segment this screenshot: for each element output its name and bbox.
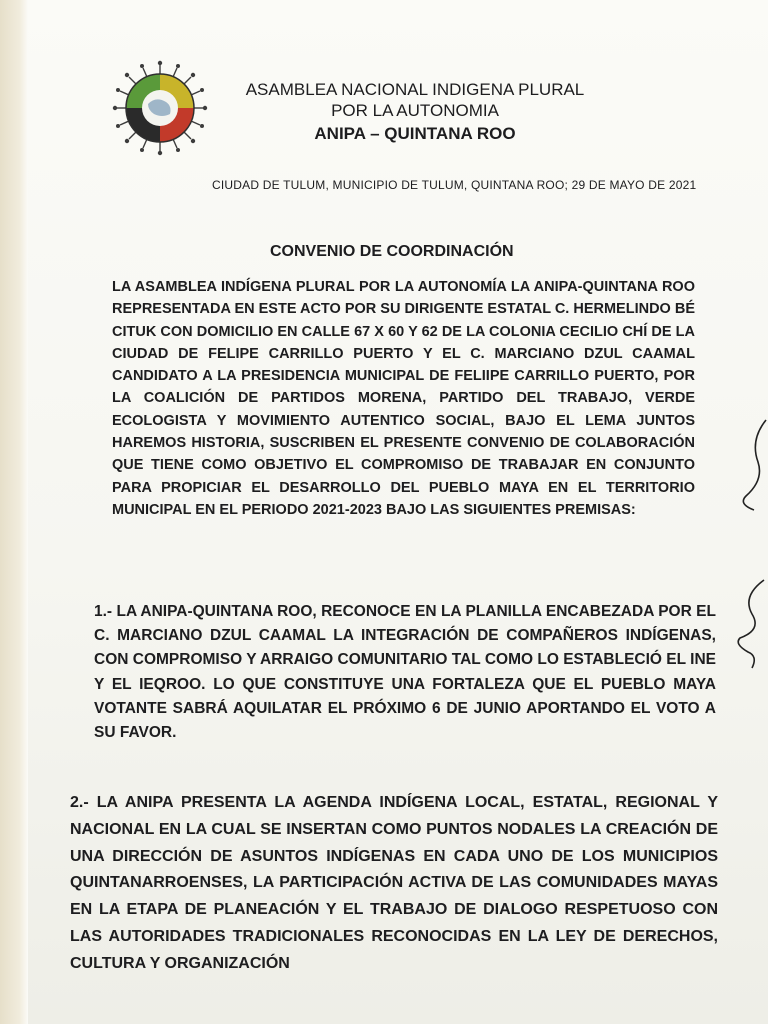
premise-2: 2.- LA ANIPA PRESENTA LA AGENDA INDÍGENA LOCAL, ESTATAL, REGIONAL Y NACIONAL EN LA CUAL SE INSERTAN COMO PUNTOS NODALES LA CREACIÓN DE UNA DIRECCIÓN DE ASUNTOS INDÍGENAS EN CADA UNO DE LOS MUNICIPIOS QUINTANARROENSES, LA PARTICIPACIÓN ACTIVA DE LAS COMUNIDADES MAYAS EN LA ETAPA DE PLANEACIÓN Y EL TRABAJO DE DIALOGO RESPETUOSO CON LAS AUTORIDADES TRADICIONALES RECONOCIDAS EN LA LEY DE DERECHOS, CULTURA Y ORGANIZACIÓN <box>70 794 718 972</box>
document-title: CONVENIO DE COORDINACIÓN <box>270 243 514 260</box>
paper-edge <box>0 0 28 1024</box>
place-and-date: CIUDAD DE TULUM, MUNICIPIO DE TULUM, QUINTANA ROO; 29 DE MAYO DE 2021 <box>212 178 697 192</box>
intro-paragraph: LA ASAMBLEA INDÍGENA PLURAL POR LA AUTONOMÍA LA ANIPA-QUINTANA ROO REPRESENTADA EN ESTE ACTO POR SU DIRIGENTE ESTATAL C. HERMELINDO BÉ CITUK CON DOMICILIO EN CALLE 67 X 60 Y 62 DE LA COLONIA CECILIO CHÍ DE LA CIUDAD DE FELIPE CARRILLO PUERTO Y EL C. MARCIANO DZUL CAAMAL CANDIDATO A LA PRESIDENCIA MUNICIPAL DE FELIIPE CARRILLO PUERTO, POR LA COALICIÓN DE PARTIDOS MORENA, PARTIDO DEL TRABAJO, VERDE ECOLOGISTA Y MOVIMIENTO AUTENTICO SOCIAL, BAJO EL LEMA JUNTOS HAREMOS HISTORIA, SUSCRIBEN EL PRESENTE CONVENIO DE COLABORACIÓN QUE TIENE COMO OBJETIVO EL COMPROMISO DE TRABAJAR EN CONJUNTO PARA PROPICIAR EL DESARROLLO DEL PUEBLO MAYA EN EL TERRITORIO MUNICIPAL EN EL PERIODO 2021-2023 BAJO LAS SIGUIENTES PREMISAS: <box>112 279 696 518</box>
org-name-line1: ASAMBLEA NACIONAL INDIGENA PLURAL <box>245 80 585 99</box>
org-chapter: ANIPA – QUINTANA ROO <box>314 124 516 143</box>
handwritten-signature <box>728 400 768 690</box>
premise-1: 1.- LA ANIPA-QUINTANA ROO, RECONOCE EN LA PLANILLA ENCABEZADA POR EL C. MARCIANO DZUL CAAMAL LA INTEGRACIÓN DE COMPAÑEROS INDÍGENAS, CON COMPROMISO Y ARRAIGO COMUNITARIO TAL COMO LO ESTABLECIÓ EL INE Y EL IEQROO. LO QUE CONSTITUYE UNA FORTALEZA QUE EL PUEBLO MAYA VOTANTE SABRÁ AQUILATAR EL PRÓXIMO 6 DE JUNIO APORTANDO EL VOTO A SU FAVOR. <box>94 603 716 742</box>
org-name-line2: POR LA AUTONOMIA <box>331 101 499 120</box>
anipa-logo-icon <box>112 60 208 156</box>
